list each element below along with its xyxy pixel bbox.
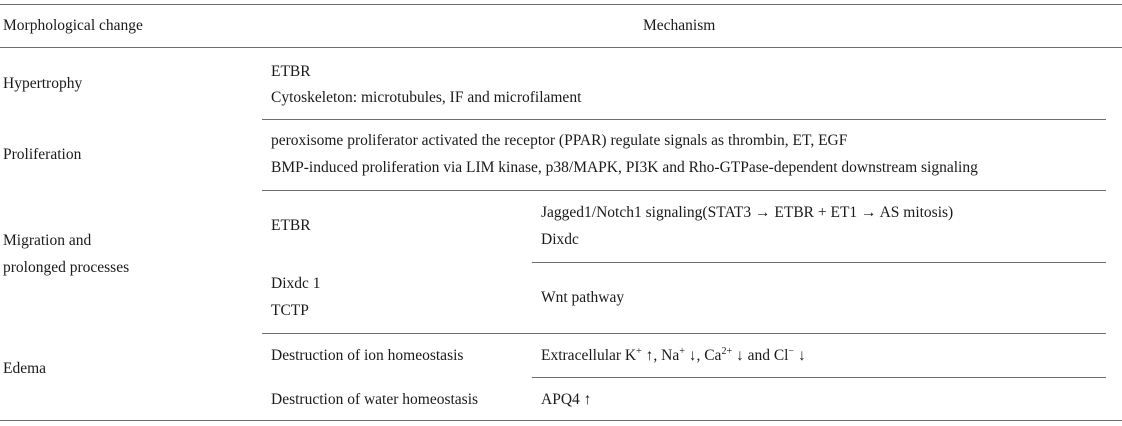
table-bottom-rule	[0, 420, 1122, 421]
header-morphological-change: Morphological change	[3, 17, 143, 34]
proliferation-line-1: peroxisome proliferator activated the receptor (PPAR) regulate signals as thrombin, ET, EGF	[271, 132, 848, 149]
edema-subrow-rule	[532, 377, 1106, 378]
proliferation-label: Proliferation	[3, 146, 82, 163]
migration-sub2-mechanism: Wnt pathway	[541, 289, 625, 306]
table-top-rule	[0, 4, 1122, 5]
edema-ion-text-3: ↓, Ca	[684, 347, 722, 364]
proliferation-line-2: BMP-induced proliferation via LIM kinase, p38/MAPK, PI3K and Rho-GTPase-dependent downstream signaling	[271, 159, 978, 176]
edema-ion-text-1: Extracellular K	[541, 347, 637, 364]
edema-ion-text-2: ↑, Na	[641, 347, 680, 364]
calcium-charge: 2+	[721, 346, 733, 357]
migration-subrow-rule	[532, 262, 1106, 263]
edema-sub2-mechanism: APQ4 ↑	[541, 391, 592, 408]
sodium-charge: +	[679, 346, 685, 357]
migration-sub1-mechanism-line-2: Dixdc	[541, 231, 579, 248]
potassium-charge: +	[636, 346, 642, 357]
edema-label: Edema	[3, 360, 47, 377]
hypertrophy-line-2: Cytoskeleton: microtubules, IF and microfilament	[271, 89, 582, 106]
header-mechanism: Mechanism	[643, 17, 716, 34]
edema-ion-text-4: ↓ and Cl	[732, 347, 789, 364]
edema-sub1-cause: Destruction of ion homeostasis	[271, 347, 464, 364]
chloride-charge: −	[788, 346, 795, 357]
migration-sub2-cause-line-1: Dixdc 1	[271, 275, 321, 292]
migration-sub2-cause-line-2: TCTP	[271, 302, 309, 319]
hypertrophy-label: Hypertrophy	[3, 75, 83, 92]
migration-label-line-2: prolonged processes	[3, 259, 130, 276]
header-bottom-rule	[0, 47, 1122, 48]
proliferation-migration-rule	[262, 190, 1106, 191]
edema-sub2-cause: Destruction of water homeostasis	[271, 391, 479, 408]
migration-sub1-cause: ETBR	[271, 217, 311, 234]
migration-label-line-1: Migration and	[3, 232, 92, 249]
migration-sub1-mechanism-line-1: Jagged1/Notch1 signaling(STAT3 → ETBR + ET1 → AS mitosis)	[541, 204, 954, 221]
hypertrophy-line-1: ETBR	[271, 63, 311, 80]
edema-ion-text-5: ↓	[794, 347, 806, 364]
hypertrophy-proliferation-rule	[262, 119, 1106, 120]
migration-edema-rule	[262, 333, 1106, 334]
edema-sub1-mechanism	[541, 347, 806, 365]
